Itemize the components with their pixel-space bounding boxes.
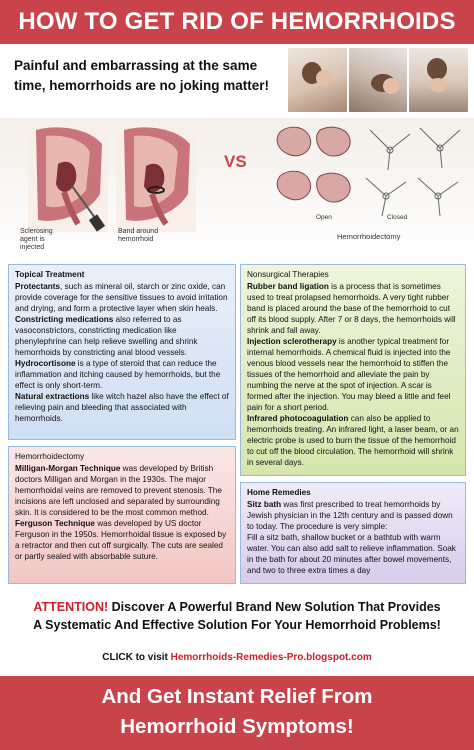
topical-treatment-box	[8, 264, 236, 440]
home-remedies-box	[240, 482, 466, 584]
closed-label: Closed	[387, 214, 408, 221]
page-title: HOW TO GET RID OF HEMORRHOIDS	[18, 8, 456, 35]
caption-band-1: Band around	[118, 228, 159, 235]
caption-sclerosing-2: agent is	[20, 236, 45, 243]
attention-line-2: A Systematic And Effective Solution For Your Hemorrhoid Problems!	[33, 618, 441, 632]
text-ferguson: was developed by US doctor Ferguson in the 1950s. Hemorrhoidal tissue is exposed by a retractor and then cut off surgically. The cuts are sealed or partly sealed with absorbable suture.	[15, 519, 227, 561]
footer-line-1: And Get Instant Relief From	[101, 685, 373, 708]
text-natural: like witch hazel also have the effect of relieving pain and bleeding that associated with hemorrhoids.	[15, 392, 229, 423]
top-banner	[0, 0, 474, 44]
text-constricting: also referred to as vasoconstrictors, constricting medication like phenylephrine can help relieve swelling and shrink hemorrhoids by constricting anal blood vessels.	[15, 315, 198, 357]
caption-sclerosing	[20, 228, 53, 252]
term-ferguson: Ferguson Technique	[15, 519, 95, 528]
open-label: Open	[316, 214, 332, 221]
term-sitz-bath: Sitz bath	[247, 500, 282, 509]
hemorrhoidectomy-caption: Hemorrhoidectomy	[337, 232, 401, 241]
cta-url-link[interactable]: Hemorrhoids-Remedies-Pro.blogspot.com	[170, 652, 372, 663]
vs-label: VS	[224, 152, 247, 171]
attention-line-1	[0, 598, 474, 616]
photo-woman-sitting	[409, 48, 468, 112]
home-heading: Home Remedies	[247, 488, 311, 497]
term-constricting: Constricting medications	[15, 315, 114, 324]
topical-natural	[15, 391, 229, 424]
hemorrhoidectomy-box	[8, 446, 236, 584]
attention-label: ATTENTION!	[33, 600, 109, 614]
intro-line-2: time, hemorrhoids are no joking matter!	[14, 78, 270, 93]
topical-constricting	[15, 314, 229, 358]
ferguson	[15, 518, 229, 562]
nonsurgical-box	[240, 264, 466, 476]
bottom-banner	[0, 676, 474, 750]
milligan-morgan	[15, 463, 229, 518]
caption-sclerosing-3: injected	[20, 244, 45, 251]
text-protectants: , such as mineral oil, starch or zinc oxide, can provide coverage for the sensitive tissues to avoid irritation and drying, and form a protective layer when skin heals.	[15, 282, 228, 313]
rubber-band	[247, 281, 459, 336]
photo-strip	[288, 48, 468, 112]
term-hydrocortisone: Hydrocortisone	[15, 359, 76, 368]
topical-protectants	[15, 281, 229, 314]
photo-woman-holding-head	[288, 48, 347, 112]
hemorrhoidectomy-heading: Hemorrhoidectomy	[15, 452, 85, 461]
infrared	[247, 413, 459, 468]
term-infrared: Infrared photocoagulation	[247, 414, 349, 423]
caption-band-2: hemorrhoid	[118, 236, 154, 243]
text-hydrocortisone: is a type of steroid that can reduce the inflammation and itching caused by hemorrhoids, but the effect is only short-term.	[15, 359, 221, 390]
attention-text-1: Discover A Powerful Brand New Solution That Provides	[108, 600, 441, 614]
term-milligan-morgan: Milligan-Morgan Technique	[15, 464, 121, 473]
text-milligan-morgan: was developed by British doctors Milligan and Morgan in the 1930s. The major hemorrhoidal veins are removed to prevent stenosis. The incisions are left unclosed and separated by surrounding skin. It is considered to be the most common method.	[15, 464, 222, 517]
caption-sclerosing-1: Sclerosing	[20, 228, 53, 235]
term-natural: Natural extractions	[15, 392, 90, 401]
band-ligation-illustration	[116, 124, 196, 232]
text-sclerotherapy: is another typical treatment for internal hemorrhoids. A chemical fluid is injected into the venous blood vessels near the hemorrhoid to stiffen the tissues of the hemorrhoid and alleviate the pain by numbing the nerve at the spot of injection. A scar is formed after the injection. You may bleed a little and feel pain for a short period.	[247, 337, 451, 412]
sitz-bath	[247, 499, 459, 532]
attention-block	[0, 598, 474, 634]
term-protectants: Protectants	[15, 282, 61, 291]
topical-heading: Topical Treatment	[15, 270, 85, 279]
footer-line-2: Hemorrhoid Symptoms!	[120, 715, 354, 738]
intro-line-1: Painful and embarrassing at the same	[14, 58, 258, 73]
sclerotherapy	[247, 336, 459, 413]
photo-woman-lying	[349, 48, 408, 112]
term-sclerotherapy: Injection sclerotherapy	[247, 337, 337, 346]
text-sitz-bath: was first prescribed to treat hemorrhoids by Jewish physician in the 12th century and is passed down to today. The procedure is very simple:	[247, 500, 453, 531]
text-infrared: can also be applied to hemorrhoids treating. An infrared light, a laser beam, or an electric probe is used to burn the tissue of the hemorrhoid to cut off the blood circulation. The hemorrhoid will shrink in several days.	[247, 414, 459, 467]
term-rubber-band: Rubber band ligation	[247, 282, 329, 291]
topical-hydrocortisone	[15, 358, 229, 391]
cta-line	[0, 652, 474, 663]
text-rubber-band: is a process that is sometimes used to treat prolapsed hemorrhoids. A very tight rubber band is placed around the base of the hemorrhoid to cut off its blood supply. After 7 or 8 days, the hemorrhoids will shrink and fall away.	[247, 282, 456, 335]
sclerotherapy-illustration	[28, 124, 108, 232]
cta-prefix: CLICK to visit	[102, 652, 171, 663]
hemorrhoidectomy-illustration	[270, 120, 470, 230]
intro-text	[14, 56, 289, 96]
nonsurgical-heading: Nonsurgical Therapies	[247, 270, 329, 279]
sitz-bath-procedure: Fill a sitz bath, shallow bucket or a bathtub with warm water. You can also add salt to relieve inflammation. Soak in the bath for about 20 minutes after bowel movements, and two to three extra times a day	[247, 533, 456, 575]
caption-band	[118, 228, 158, 244]
